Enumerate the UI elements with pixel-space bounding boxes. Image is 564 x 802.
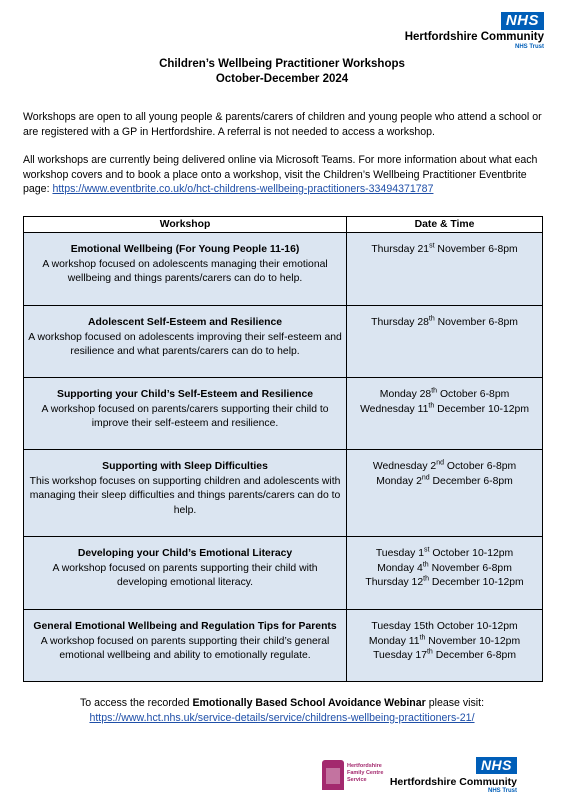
session-date bbox=[350, 562, 539, 577]
workshop-description: A workshop focused on parents/carers supporting their child to improve their self-esteem and resilience. bbox=[41, 403, 329, 429]
ordinal-suffix: th bbox=[431, 387, 438, 395]
table-header-row bbox=[24, 217, 543, 233]
session-date bbox=[350, 649, 539, 664]
eventbrite-link[interactable]: https://www.eventbrite.co.uk/o/hct-childrens-wellbeing-practitioners-33494371787 bbox=[52, 183, 434, 195]
webinar-name: Emotionally Based School Avoidance Webinar bbox=[192, 697, 426, 709]
intro-paragraph-2-text: All workshops are currently being delivered online via Microsoft Teams. For more information about what each workshop covers and to book a place onto a workshop, visit the Children’s Wellbeing Practitioner Eventbrite page: bbox=[23, 154, 538, 195]
footer-text-post: please visit: bbox=[425, 697, 485, 709]
workshops-table bbox=[23, 216, 543, 682]
title-line-1: Children’s Wellbeing Practitioner Workshops bbox=[159, 58, 405, 70]
table-row bbox=[24, 378, 543, 450]
workshop-name: Supporting your Child’s Self-Esteem and Resilience bbox=[57, 389, 313, 400]
family-centre-icon bbox=[322, 760, 344, 790]
workshop-cell bbox=[24, 378, 347, 450]
workshop-description: A workshop focused on parents supporting their child’s general emotional wellbeing and ability to emotionally regulate. bbox=[40, 635, 330, 661]
date-time-cell bbox=[347, 537, 543, 610]
session-date bbox=[350, 475, 539, 490]
ordinal-suffix: st bbox=[429, 242, 435, 250]
trust-label: NHS Trust bbox=[514, 44, 544, 50]
ordinal-suffix: nd bbox=[436, 459, 444, 467]
workshop-name: Developing your Child’s Emotional Literacy bbox=[77, 548, 293, 559]
org-name: Hertfordshire Community bbox=[404, 31, 544, 43]
date-time-cell bbox=[347, 306, 543, 378]
session-date-rest: December 6-8pm bbox=[432, 650, 516, 661]
session-date-main: Monday 11 bbox=[368, 635, 420, 647]
session-date bbox=[350, 460, 539, 475]
date-time-cell bbox=[347, 610, 543, 682]
page-title bbox=[0, 57, 564, 87]
session-date-rest: December 6-8pm bbox=[429, 475, 513, 487]
table-row bbox=[24, 537, 543, 610]
session-date-main: Tuesday 17 bbox=[373, 650, 427, 661]
org-name-footer: Hertfordshire Community bbox=[389, 776, 517, 788]
workshop-name: Adolescent Self-Esteem and Resilience bbox=[88, 317, 283, 328]
session-date-rest: October 6-8pm bbox=[444, 461, 517, 472]
ordinal-suffix: th bbox=[422, 561, 429, 569]
nhs-header-logo bbox=[405, 12, 544, 51]
date-time-cell bbox=[347, 233, 543, 306]
session-date bbox=[350, 635, 539, 650]
session-date-main: Thursday 21 bbox=[371, 244, 430, 255]
ordinal-suffix: st bbox=[423, 546, 430, 554]
session-date bbox=[350, 620, 539, 635]
session-date-rest: December 10-12pm bbox=[428, 577, 524, 588]
session-date bbox=[350, 316, 539, 331]
session-date-rest: November 6-8pm bbox=[428, 562, 512, 574]
nhs-logo: NHS bbox=[501, 12, 544, 30]
session-date bbox=[350, 243, 539, 258]
table-row bbox=[24, 306, 543, 378]
workshop-description: A workshop focused on adolescents managing their emotional wellbeing and things parents/carers can do to help. bbox=[42, 258, 328, 284]
ordinal-suffix: th bbox=[428, 315, 435, 323]
family-centre-logo bbox=[322, 760, 392, 792]
workshop-description: A workshop focused on parents supporting their child with developing emotional literacy. bbox=[52, 562, 318, 588]
intro-paragraph-2 bbox=[23, 153, 543, 197]
session-date bbox=[350, 388, 539, 403]
session-date-main: Wednesday 2 bbox=[372, 461, 437, 472]
session-date-main: Monday 4 bbox=[377, 562, 423, 574]
session-date-main: Thursday 28 bbox=[371, 317, 429, 328]
session-date-rest: October 6-8pm bbox=[437, 389, 510, 400]
ordinal-suffix: th bbox=[423, 575, 429, 583]
session-date bbox=[350, 547, 539, 562]
session-date-rest: December 10-12pm bbox=[434, 403, 529, 415]
ordinal-suffix: th bbox=[428, 402, 435, 410]
session-date bbox=[350, 576, 539, 591]
footer-text-pre: To access the recorded bbox=[79, 697, 193, 709]
workshop-description: A workshop focused on adolescents improving their self-esteem and resilience and what parents/carers can do to help. bbox=[28, 331, 342, 357]
workshop-description: This workshop focuses on supporting children and adolescents with managing their sleep difficulties and things parents/carers can do to help. bbox=[29, 475, 341, 516]
workshop-name: Emotional Wellbeing (For Young People 11-16) bbox=[70, 244, 300, 255]
workshop-cell bbox=[24, 450, 347, 537]
workshop-cell bbox=[24, 233, 347, 306]
footer-text bbox=[0, 696, 564, 726]
workshop-cell bbox=[24, 537, 347, 610]
session-date-rest: November 10-12pm bbox=[425, 635, 521, 647]
nhs-footer-logo bbox=[390, 757, 517, 795]
session-date-main: Tuesday 15th October 10-12pm bbox=[371, 621, 518, 632]
header-date-time: Date & Time bbox=[347, 217, 543, 233]
ordinal-suffix: nd bbox=[421, 474, 430, 482]
session-date bbox=[350, 403, 539, 418]
workshop-cell bbox=[24, 306, 347, 378]
trust-label-footer: NHS Trust bbox=[487, 788, 517, 794]
header-workshop: Workshop bbox=[24, 217, 347, 233]
workshop-name: General Emotional Wellbeing and Regulation Tips for Parents bbox=[33, 621, 337, 632]
family-centre-label: Hertfordshire Family Centre Service bbox=[347, 763, 384, 783]
intro-paragraph-1: Workshops are open to all young people & parents/carers of children and young people who attend a school or are registered with a GP in Hertfordshire. A referral is not needed to access a workshop. bbox=[23, 111, 542, 138]
session-date-rest: November 6-8pm bbox=[434, 317, 518, 328]
ordinal-suffix: th bbox=[426, 648, 433, 656]
session-date-main: Monday 28 bbox=[379, 389, 432, 400]
session-date-main: Tuesday 1 bbox=[375, 548, 424, 559]
table-row bbox=[24, 610, 543, 682]
session-date-rest: November 6-8pm bbox=[434, 244, 518, 255]
session-date-rest: October 10-12pm bbox=[429, 548, 514, 559]
table-row bbox=[24, 233, 543, 306]
table-row bbox=[24, 450, 543, 537]
hct-webinar-link[interactable]: https://www.hct.nhs.uk/service-details/service/childrens-wellbeing-practitioners-21/ bbox=[89, 712, 475, 724]
nhs-logo-footer: NHS bbox=[476, 757, 517, 774]
title-line-2: October-December 2024 bbox=[215, 73, 349, 85]
session-date-main: Wednesday 11 bbox=[360, 403, 429, 415]
ordinal-suffix: th bbox=[419, 634, 426, 642]
workshop-name: Supporting with Sleep Difficulties bbox=[102, 461, 268, 472]
date-time-cell bbox=[347, 378, 543, 450]
session-date-main: Thursday 12 bbox=[365, 577, 424, 588]
date-time-cell bbox=[347, 450, 543, 537]
session-date-main: Monday 2 bbox=[376, 475, 422, 487]
workshop-cell bbox=[24, 610, 347, 682]
